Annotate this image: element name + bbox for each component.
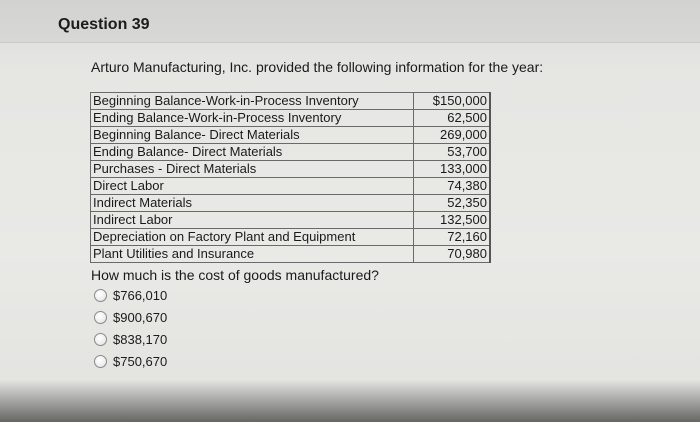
row-value: 70,980 xyxy=(414,246,491,263)
table-row xyxy=(91,110,491,127)
row-label: Indirect Labor xyxy=(91,212,414,229)
answer-label: $900,670 xyxy=(113,309,168,325)
question-header xyxy=(0,0,700,43)
answer-label: $766,010 xyxy=(113,287,168,303)
photo-shadow xyxy=(0,380,700,422)
row-value: 72,160 xyxy=(414,229,491,246)
question-prompt: Arturo Manufacturing, Inc. provided the following information for the year: xyxy=(91,59,544,75)
answer-options xyxy=(94,284,167,372)
row-label: Purchases - Direct Materials xyxy=(91,161,414,178)
row-value: 133,000 xyxy=(414,161,491,178)
row-label: Indirect Materials xyxy=(91,195,414,212)
table-row xyxy=(91,229,491,246)
row-value: 62,500 xyxy=(414,110,491,127)
table-row xyxy=(91,161,491,178)
radio-button[interactable] xyxy=(94,289,107,302)
answer-option-1[interactable] xyxy=(94,284,167,306)
question-text: How much is the cost of goods manufactured? xyxy=(91,267,379,283)
row-label: Direct Labor xyxy=(91,178,414,195)
row-value: 53,700 xyxy=(414,144,491,161)
table-row xyxy=(91,127,491,144)
radio-button[interactable] xyxy=(94,333,107,346)
row-value: 269,000 xyxy=(414,127,491,144)
table-row xyxy=(91,246,491,263)
answer-option-2[interactable] xyxy=(94,306,167,328)
radio-button[interactable] xyxy=(94,311,107,324)
answer-label: $750,670 xyxy=(113,353,168,369)
radio-button[interactable] xyxy=(94,355,107,368)
row-label: Ending Balance-Work-in-Process Inventory xyxy=(91,110,414,127)
row-value: 132,500 xyxy=(414,212,491,229)
row-label: Beginning Balance- Direct Materials xyxy=(91,127,414,144)
row-value: 52,350 xyxy=(414,195,491,212)
row-value: 74,380 xyxy=(414,178,491,195)
table-row xyxy=(91,144,491,161)
answer-option-4[interactable] xyxy=(94,350,167,372)
row-label: Beginning Balance-Work-in-Process Inventory xyxy=(91,93,414,110)
data-table xyxy=(90,92,491,263)
row-value: $150,000 xyxy=(414,93,491,110)
row-label: Plant Utilities and Insurance xyxy=(91,246,414,263)
row-label: Ending Balance- Direct Materials xyxy=(91,144,414,161)
answer-label: $838,170 xyxy=(113,331,168,347)
table-row xyxy=(91,195,491,212)
row-label: Depreciation on Factory Plant and Equipment xyxy=(91,229,414,246)
answer-option-3[interactable] xyxy=(94,328,167,350)
table-row xyxy=(91,93,491,110)
table-row xyxy=(91,212,491,229)
question-title: Question 39 xyxy=(58,16,150,33)
table-row xyxy=(91,178,491,195)
